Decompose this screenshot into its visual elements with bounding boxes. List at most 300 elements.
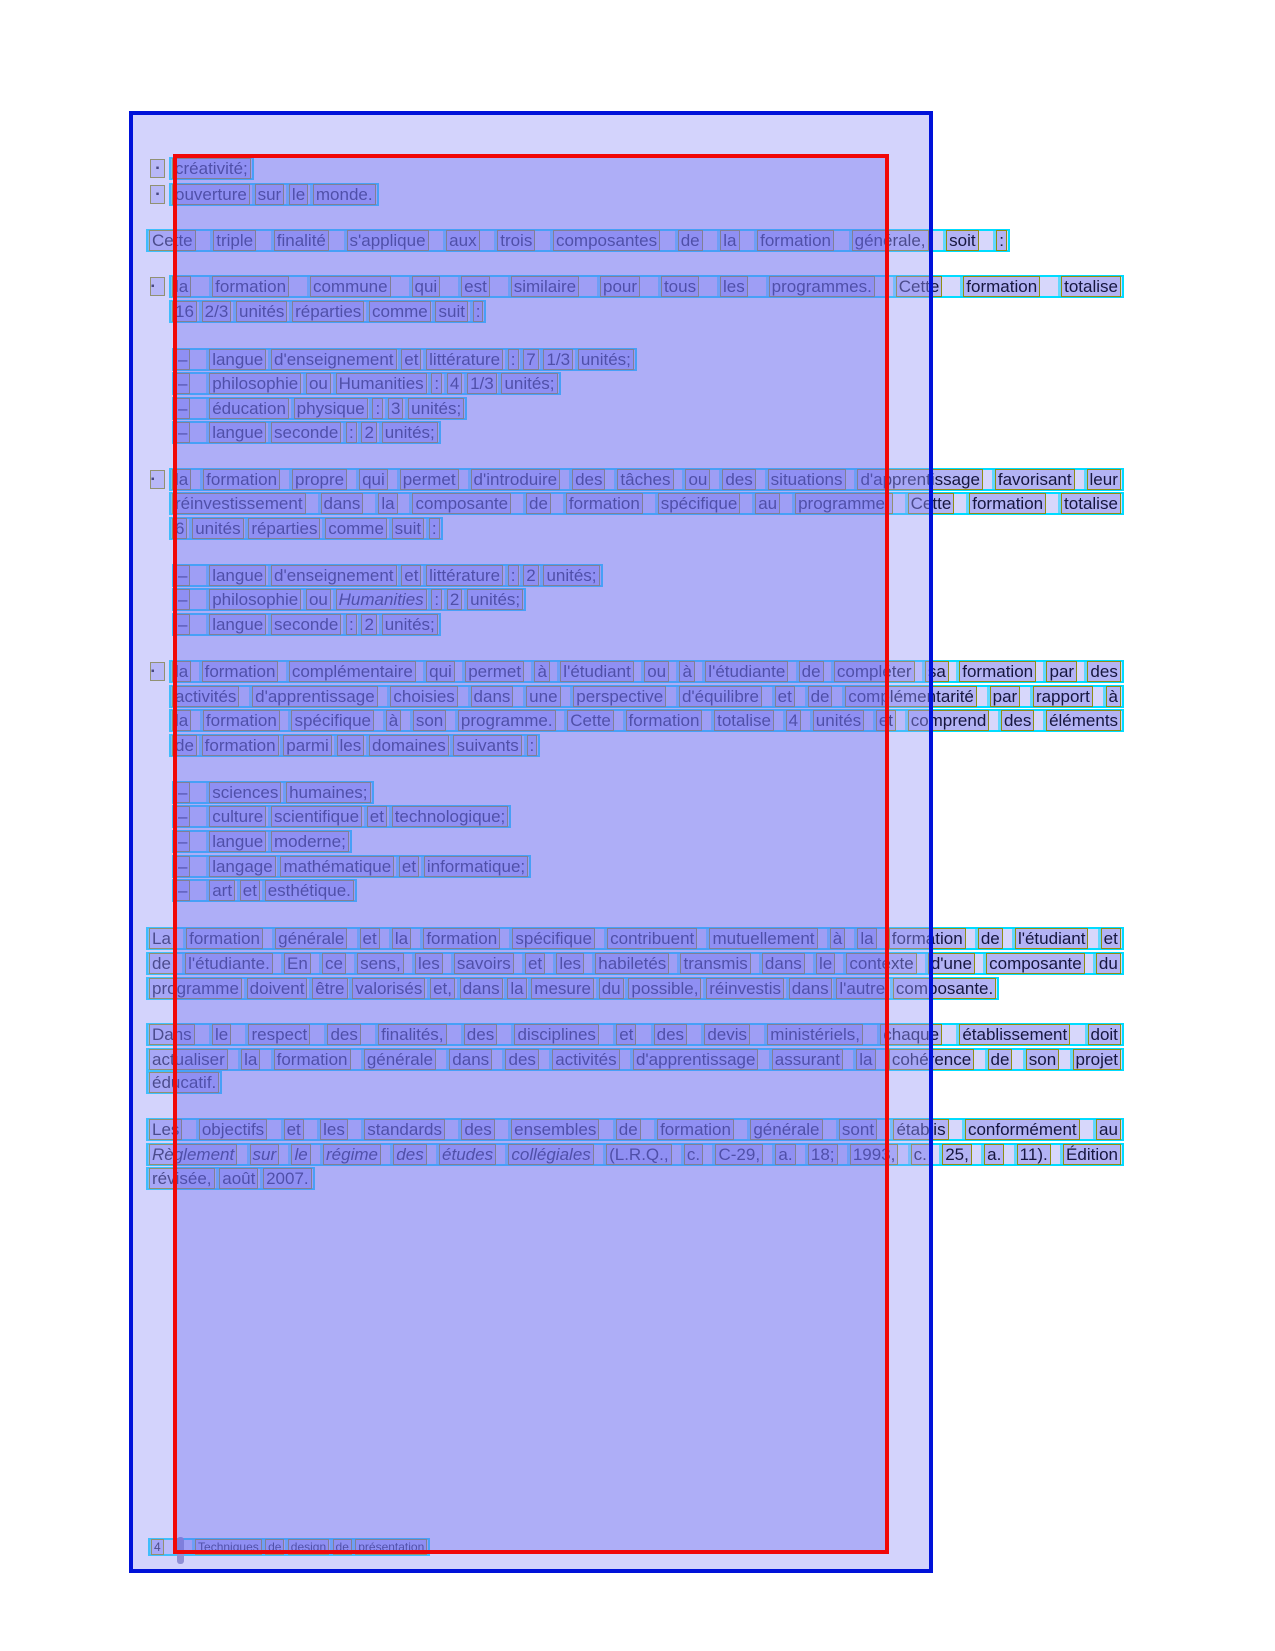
- bullet-icon: ▪: [150, 470, 165, 489]
- word-box: d'apprentissage: [857, 469, 983, 490]
- text-line: [169, 685, 1124, 708]
- word-box: –: [175, 806, 190, 827]
- word-box: respect: [248, 1024, 310, 1045]
- word-box: formation: [202, 661, 279, 682]
- word-box: art: [209, 880, 235, 901]
- word-box: Cette: [149, 230, 196, 251]
- word-box: a.: [984, 1144, 1004, 1165]
- bullet-icon: ▪: [150, 662, 165, 681]
- word-box: cohérence: [889, 1049, 974, 1070]
- word-box: 2/3: [202, 301, 232, 322]
- word-box: assurant: [772, 1049, 843, 1070]
- text-line: [146, 927, 1124, 950]
- text-line: [172, 348, 637, 371]
- word-box: s'applique: [347, 230, 429, 251]
- word-box: études: [439, 1144, 496, 1165]
- word-box: formation: [626, 710, 703, 731]
- word-box: 2: [447, 589, 462, 610]
- word-box: d'équilibre: [679, 686, 762, 707]
- word-box: langue: [209, 422, 266, 443]
- word-box: transmis: [680, 953, 750, 974]
- word-box: activités: [172, 686, 239, 707]
- word-box: permet: [400, 469, 459, 490]
- word-box: 16: [172, 301, 197, 322]
- word-box: complémentaire: [289, 661, 416, 682]
- word-box: des: [722, 469, 755, 490]
- word-box: Humanities: [336, 373, 427, 394]
- word-box: sa: [925, 661, 949, 682]
- word-box: 4: [786, 710, 801, 731]
- word-box: doit: [1088, 1024, 1121, 1045]
- word-box: chaque: [880, 1024, 942, 1045]
- word-box: formation: [657, 1119, 734, 1140]
- word-box: choisies: [390, 686, 457, 707]
- word-box: éléments: [1046, 710, 1121, 731]
- word-box: unités;: [382, 422, 438, 443]
- text-line: [151, 660, 1124, 683]
- word-box: la: [172, 469, 191, 490]
- word-box: :: [346, 614, 357, 635]
- word-box: projet: [1073, 1049, 1122, 1070]
- word-box: unités: [192, 518, 243, 539]
- word-box: littérature: [426, 349, 503, 370]
- text-line: [146, 1071, 222, 1094]
- word-box: des: [1087, 661, 1120, 682]
- text-line: [172, 421, 441, 444]
- word-box: une: [526, 686, 560, 707]
- word-box: culture: [209, 806, 266, 827]
- word-box: habiletés: [595, 953, 669, 974]
- word-box: de: [978, 928, 1003, 949]
- word-box: à: [830, 928, 845, 949]
- word-box: la: [507, 978, 526, 999]
- word-box: la: [720, 230, 739, 251]
- word-box: tous: [661, 276, 699, 297]
- text-line: [146, 1048, 1124, 1071]
- word-box: formation: [186, 928, 263, 949]
- word-box: 4: [447, 373, 462, 394]
- word-box: composante: [986, 953, 1085, 974]
- word-box: de: [526, 493, 551, 514]
- word-box: de: [988, 1049, 1013, 1070]
- word-box: la: [856, 1049, 875, 1070]
- word-box: programmes.: [769, 276, 875, 297]
- word-box: formation: [274, 1049, 351, 1070]
- word-box: et: [401, 349, 421, 370]
- word-box: et: [401, 565, 421, 586]
- word-box: générale: [364, 1049, 436, 1070]
- word-box: doivent: [247, 978, 308, 999]
- word-box: objectifs: [199, 1119, 267, 1140]
- word-box: au: [1096, 1119, 1121, 1140]
- word-box: :: [996, 230, 1007, 251]
- word-box: :: [508, 349, 519, 370]
- word-box: et,: [430, 978, 455, 999]
- word-box: commune: [310, 276, 391, 297]
- word-box: formation: [203, 710, 280, 731]
- word-box: dans: [321, 493, 364, 514]
- word-box: la: [172, 710, 191, 731]
- word-box: 11).: [1017, 1144, 1051, 1165]
- word-box: les: [337, 735, 365, 756]
- bullet-icon: ▪: [150, 159, 165, 178]
- word-box: établissement: [959, 1024, 1070, 1045]
- word-box: complémentarité: [845, 686, 977, 707]
- word-box: langage: [209, 856, 276, 877]
- word-box: 25,: [942, 1144, 972, 1165]
- word-box: triple: [213, 230, 256, 251]
- text-line: [146, 1023, 1124, 1046]
- word-box: est: [461, 276, 490, 297]
- word-box: l'étudiant: [560, 661, 634, 682]
- bullet-icon: ▪: [150, 277, 165, 296]
- word-box: comprend: [908, 710, 990, 731]
- word-box: ou: [306, 373, 331, 394]
- word-box: les: [556, 953, 584, 974]
- word-box: réinvestissement: [172, 493, 306, 514]
- text-line: [172, 805, 511, 828]
- word-box: –: [175, 398, 190, 419]
- word-box: ouverture: [172, 184, 250, 205]
- word-box: de: [149, 953, 174, 974]
- word-box: unités: [813, 710, 864, 731]
- word-box: des: [505, 1049, 538, 1070]
- word-box: le: [289, 184, 308, 205]
- word-box: son: [1026, 1049, 1059, 1070]
- word-box: et: [240, 880, 260, 901]
- word-box: 2: [361, 614, 376, 635]
- word-box: programme.: [458, 710, 556, 731]
- word-box: valorisés: [352, 978, 425, 999]
- word-box: unités: [236, 301, 287, 322]
- word-box: de: [799, 661, 824, 682]
- word-box: philosophie: [209, 589, 301, 610]
- word-box: –: [175, 831, 190, 852]
- word-box: suivants: [453, 735, 521, 756]
- word-box: parmi: [283, 735, 332, 756]
- word-box: ensembles: [511, 1119, 599, 1140]
- word-box: dans: [471, 686, 514, 707]
- word-box: dans: [460, 978, 503, 999]
- text-line: [169, 300, 486, 323]
- word-box: –: [175, 880, 190, 901]
- word-box: :: [429, 518, 440, 539]
- word-box: sur: [250, 1144, 280, 1165]
- word-box: moderne;: [271, 831, 349, 852]
- word-box: 1/3: [467, 373, 497, 394]
- word-box: c.: [911, 1144, 930, 1165]
- word-box: favorisant: [995, 469, 1075, 490]
- text-line: [172, 855, 531, 878]
- word-box: ce: [322, 953, 346, 974]
- word-box: d'enseignement: [271, 565, 397, 586]
- word-box: composante.: [893, 978, 996, 999]
- word-box: dans: [762, 953, 805, 974]
- word-box: générale: [750, 1119, 822, 1140]
- word-box: composante: [412, 493, 511, 514]
- word-box: unités;: [467, 589, 523, 610]
- word-box: –: [175, 373, 190, 394]
- word-box: compléter: [834, 661, 915, 682]
- word-box: :: [508, 565, 519, 586]
- text-line: [172, 397, 467, 420]
- word-box: et: [775, 686, 795, 707]
- word-box: formation: [203, 469, 280, 490]
- word-box: formation: [202, 735, 279, 756]
- text-line: [146, 952, 1124, 975]
- text-line: [172, 372, 561, 395]
- word-box: 2: [523, 565, 538, 586]
- word-box: à: [1106, 686, 1121, 707]
- word-box: leur: [1087, 469, 1121, 490]
- word-box: :: [527, 735, 538, 756]
- word-box: le: [212, 1024, 231, 1045]
- word-box: qui: [426, 661, 455, 682]
- word-box: conformément: [965, 1119, 1080, 1140]
- word-box: suit: [435, 301, 467, 322]
- word-box: seconde: [271, 614, 341, 635]
- word-box: tâches: [617, 469, 673, 490]
- word-box: ou: [306, 589, 331, 610]
- word-box: des: [572, 469, 605, 490]
- word-box: La: [149, 928, 174, 949]
- word-box: et: [367, 806, 387, 827]
- word-box: le: [816, 953, 835, 974]
- word-box: activités: [552, 1049, 619, 1070]
- word-box: par: [1046, 661, 1077, 682]
- word-box: et: [525, 953, 545, 974]
- word-box: seconde: [271, 422, 341, 443]
- word-box: révisée,: [149, 1168, 215, 1189]
- word-box: –: [175, 614, 190, 635]
- word-box: humaines;: [286, 782, 370, 803]
- word-box: à: [386, 710, 401, 731]
- word-box: Cette: [896, 276, 943, 297]
- word-box: 3: [388, 398, 403, 419]
- word-box: être: [312, 978, 347, 999]
- word-box: similaire: [511, 276, 579, 297]
- text-line: [146, 1118, 1124, 1141]
- word-box: composantes: [553, 230, 660, 251]
- text-line: [169, 517, 443, 540]
- word-box: formation: [889, 928, 966, 949]
- text-line: [169, 709, 1124, 732]
- text-line: [172, 588, 526, 611]
- word-box: d'introduire: [471, 469, 561, 490]
- text-line: [169, 492, 1124, 515]
- word-box: des: [654, 1024, 687, 1045]
- word-box: de: [265, 1539, 284, 1555]
- text-line: [146, 1143, 1124, 1166]
- word-box: sens,: [357, 953, 404, 974]
- text-line: [169, 734, 540, 757]
- word-box: du: [1096, 953, 1121, 974]
- word-box: et: [876, 710, 896, 731]
- word-box: comme: [369, 301, 431, 322]
- word-box: et: [399, 856, 419, 877]
- word-box: esthétique.: [265, 880, 354, 901]
- word-box: ministériels,: [767, 1024, 863, 1045]
- word-box: formation: [963, 276, 1040, 297]
- word-box: créativité;: [172, 158, 251, 179]
- word-box: d'apprentissage: [633, 1049, 759, 1070]
- word-box: régime: [323, 1144, 381, 1165]
- word-box: mutuellement: [709, 928, 817, 949]
- word-box: :: [473, 301, 484, 322]
- word-box: –: [175, 565, 190, 586]
- word-box: mathématique: [280, 856, 394, 877]
- word-box: de: [333, 1539, 352, 1555]
- word-box: 4: [151, 1539, 164, 1555]
- word-box: établis: [893, 1119, 948, 1140]
- word-box: des: [1001, 710, 1034, 731]
- word-box: langue: [209, 614, 266, 635]
- word-box: dans: [449, 1049, 492, 1070]
- word-box: contribuent: [607, 928, 697, 949]
- word-box: sur: [255, 184, 285, 205]
- word-box: a.: [775, 1144, 795, 1165]
- word-box: mesure: [531, 978, 594, 999]
- word-box: Règlement: [149, 1144, 237, 1165]
- word-box: de: [172, 735, 197, 756]
- word-box: :: [431, 373, 442, 394]
- word-box: d'apprentissage: [252, 686, 378, 707]
- text-line: [172, 830, 352, 853]
- word-box: août: [219, 1168, 258, 1189]
- word-box: Édition: [1063, 1144, 1121, 1165]
- word-box: formation: [423, 928, 500, 949]
- word-box: disciplines: [514, 1024, 598, 1045]
- word-box: situations: [768, 469, 846, 490]
- word-box: 6: [172, 518, 187, 539]
- word-box: trois: [497, 230, 535, 251]
- word-box: –: [175, 856, 190, 877]
- word-box: par: [990, 686, 1021, 707]
- word-box: générale,: [852, 230, 929, 251]
- word-box: littérature: [426, 565, 503, 586]
- text-line: [172, 613, 441, 636]
- word-box: Cette: [567, 710, 614, 731]
- word-box: standards: [364, 1119, 445, 1140]
- word-box: de: [808, 686, 833, 707]
- word-box: langue: [209, 565, 266, 586]
- word-box: contexte: [846, 953, 916, 974]
- word-box: spécifique: [512, 928, 595, 949]
- word-box: qui: [412, 276, 441, 297]
- word-box: formation: [959, 661, 1036, 682]
- word-box: du: [599, 978, 624, 999]
- word-box: –: [175, 782, 190, 803]
- word-box: son: [413, 710, 446, 731]
- word-box: langue: [209, 831, 266, 852]
- word-box: spécifique: [291, 710, 374, 731]
- word-box: à: [679, 661, 694, 682]
- word-box: 1/3: [543, 349, 573, 370]
- word-box: l'étudiante: [705, 661, 788, 682]
- word-box: 1993,: [850, 1144, 899, 1165]
- word-box: :: [372, 398, 383, 419]
- word-box: l'étudiant: [1015, 928, 1089, 949]
- word-box: la: [857, 928, 876, 949]
- word-box: et: [616, 1024, 636, 1045]
- word-box: sciences: [209, 782, 281, 803]
- word-box: suit: [392, 518, 424, 539]
- word-box: (L.R.Q.,: [606, 1144, 672, 1165]
- word-box: formation: [566, 493, 643, 514]
- word-box: le: [291, 1144, 310, 1165]
- word-box: les: [415, 953, 443, 974]
- word-box: des: [393, 1144, 426, 1165]
- word-box: qui: [359, 469, 388, 490]
- word-box: des: [464, 1024, 497, 1045]
- word-box: –: [175, 589, 190, 610]
- word-box: –: [175, 349, 190, 370]
- word-box: et: [284, 1119, 304, 1140]
- word-box: philosophie: [209, 373, 301, 394]
- word-box: c.: [684, 1144, 703, 1165]
- word-box: finalités,: [378, 1024, 446, 1045]
- word-box: éducatif.: [149, 1072, 219, 1093]
- word-box: C-29,: [715, 1144, 763, 1165]
- text-line: [172, 564, 603, 587]
- word-box: aux: [446, 230, 479, 251]
- word-box: Humanities: [336, 589, 427, 610]
- word-box: des: [461, 1119, 494, 1140]
- word-box: Les: [149, 1119, 182, 1140]
- word-box: unités;: [578, 349, 634, 370]
- word-box: de: [678, 230, 703, 251]
- word-box: formation: [969, 493, 1046, 514]
- word-box: En: [284, 953, 311, 974]
- word-box: formation: [757, 230, 834, 251]
- word-box: actualiser: [149, 1049, 228, 1070]
- word-box: d'enseignement: [271, 349, 397, 370]
- word-box: générale: [275, 928, 347, 949]
- word-box: comme: [325, 518, 387, 539]
- word-box: réparties: [292, 301, 364, 322]
- word-box: éducation: [209, 398, 289, 419]
- word-box: la: [241, 1049, 260, 1070]
- word-box: :: [431, 589, 442, 610]
- word-box: présentation: [355, 1539, 427, 1555]
- word-box: la: [172, 276, 191, 297]
- text-line: [146, 1167, 315, 1190]
- text-line: [146, 229, 1010, 252]
- word-box: permet: [465, 661, 524, 682]
- word-box: totalise: [1061, 276, 1121, 297]
- bullet-icon: ▪: [150, 185, 165, 204]
- word-box: ou: [685, 469, 710, 490]
- word-box: unités;: [543, 565, 599, 586]
- word-box: design: [288, 1539, 329, 1555]
- word-box: la: [378, 493, 397, 514]
- word-box: physique: [294, 398, 368, 419]
- text-line: [148, 1538, 430, 1556]
- word-box: Cette: [908, 493, 955, 514]
- word-box: sont: [839, 1119, 877, 1140]
- word-box: la: [392, 928, 411, 949]
- word-box: d'une: [928, 953, 975, 974]
- word-box: unités;: [382, 614, 438, 635]
- text-line: [155, 157, 254, 180]
- word-box: de: [616, 1119, 641, 1140]
- footer-separator-bar: [177, 1537, 184, 1564]
- text-line: [172, 879, 357, 902]
- word-box: pour: [600, 276, 640, 297]
- word-box: totalise: [714, 710, 774, 731]
- word-box: –: [175, 422, 190, 443]
- text-line: [151, 468, 1124, 491]
